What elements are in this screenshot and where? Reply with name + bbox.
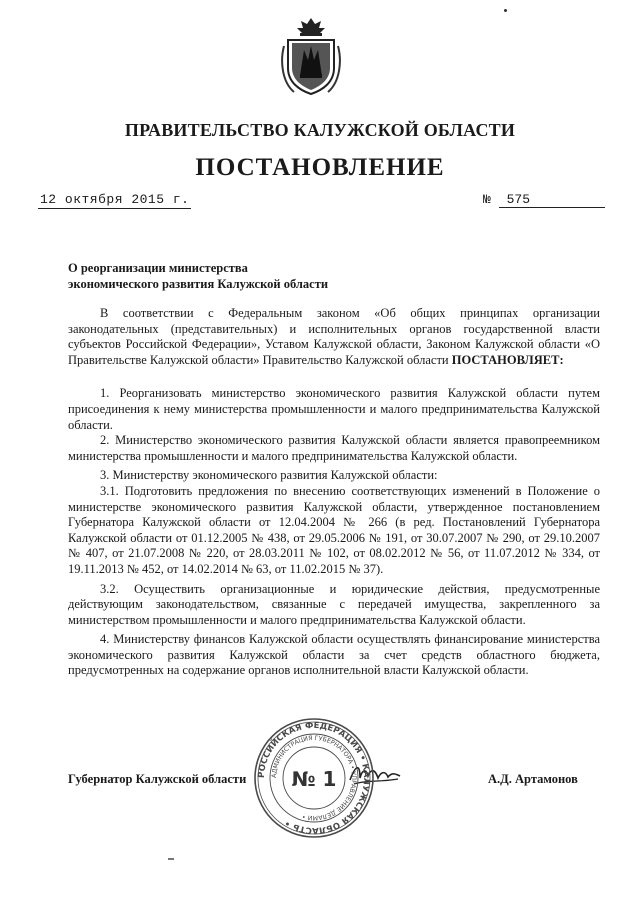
- seal-outer-text: РОССИЙСКАЯ ФЕДЕРАЦИЯ • КАЛУЖСКАЯ ОБЛАСТЬ •: [256, 720, 372, 836]
- item-1: 1. Реорганизовать министерство экономического развития Калужской области путем присоединения к нему министерства промышленности и малого предпринимательства Калужской области.: [68, 386, 600, 432]
- seal-number: № 1: [291, 767, 337, 791]
- government-title: ПРАВИТЕЛЬСТВО КАЛУЖСКОЙ ОБЛАСТИ: [124, 120, 516, 140]
- signatory-position: Губернатор Калужской области: [68, 772, 247, 786]
- decree-date: 12 октября 2015 г.: [40, 192, 190, 207]
- preamble-text: В соответствии с Федеральным законом «Об общих принципах организации законодательных (представительных) и исполнительных органов государственной власти субъектов Российской Федерации», Уставом Калужской области, Законом Калужской области «О Правительстве Калужской области» Правительство Калужской области: [68, 306, 600, 367]
- document-type-title: ПОСТАНОВЛЕНИЕ: [195, 154, 445, 181]
- number-label: №: [483, 192, 491, 207]
- scan-speck-bottom: [168, 858, 174, 860]
- decides-word: ПОСТАНОВЛЯЕТ:: [451, 352, 564, 367]
- item-4: 4. Министерству финансов Калужской области осуществлять финансирование министерства экономического развития Калужской области за счет средств областного бюджета, предусмотренных на содержание органов исполнительной власти Калужской области.: [68, 632, 600, 678]
- decree-subject: [68, 260, 398, 292]
- item-2: 2. Министерство экономического развития Калужской области является правопреемником министерства промышленности и малого предпринимательства Калужской области.: [68, 433, 600, 463]
- decree-number: 575: [499, 192, 605, 208]
- scan-speck: [504, 9, 507, 12]
- decree-number-block: [483, 192, 605, 208]
- item-3: 3. Министерству экономического развития Калужской области:: [100, 468, 438, 483]
- item-3-2: 3.2. Осуществить организационные и юридические действия, предусмотренные действующим законодательством, связанные с передачей имущества, закрепленного за министерством промышленности и малого предпринимательства Калужской области.: [68, 581, 600, 627]
- official-seal: [252, 716, 376, 840]
- subject-line-2: экономического развития Калужской области: [68, 277, 329, 291]
- decree-body: [68, 306, 600, 679]
- subject-line-1: О реорганизации министерства: [68, 261, 248, 275]
- seal-inner-text: АДМИНИСТРАЦИЯ ГУБЕРНАТОРА • УПРАВЛЕНИЕ ДЕЛАМИ •: [270, 734, 358, 822]
- preamble-paragraph: [68, 306, 600, 368]
- coat-of-arms-icon: [280, 16, 342, 98]
- signatory-name: А.Д. Артамонов: [488, 772, 578, 786]
- item-3-1: 3.1. Подготовить предложения по внесению соответствующих изменений в Положение о министерстве экономического развития Калужской области, утвержденное постановлением Губернатора Калужской области от 12.04.2004 № 266 (в ред. Постановлений Губернатора Калужской области от 01.12.2005 № 438, от 29.05.2006 № 191, от 30.07.2007 № 290, от 29.10.2007 № 407, от 21.07.2008 № 220, от 28.03.2011 № 102, от 08.02.2012 № 56, от 11.07.2012 № 334, от 19.11.2013 № 452, от 14.02.2014 № 63, от 11.02.2015 № 37).: [68, 483, 600, 576]
